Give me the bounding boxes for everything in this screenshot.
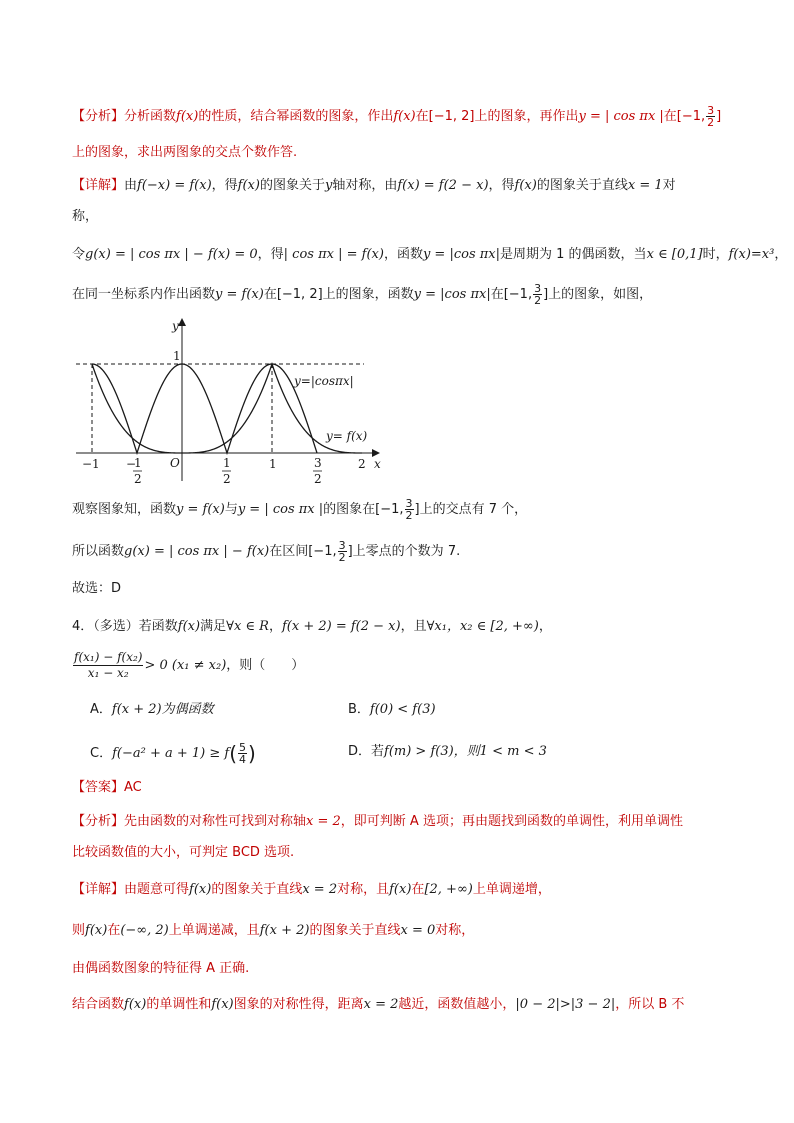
tick-label-half-num: 1 — [223, 456, 231, 470]
question-4-line-2: $\frac{\text{f(x₁) − f(x₂)}}{\text{x₁ − x₂}}$ > 0 (x₁ ≠ x₂)，则（ ） — [74, 650, 305, 680]
option-c[interactable]: C．f(−a² + a + 1) ≥ f( $\frac{5}{4}$ ) — [90, 741, 256, 766]
tick-label-neg-half-num: 1 — [134, 456, 142, 470]
origin-label: O — [170, 456, 180, 470]
tick-label-neg-half-den: 2 — [134, 472, 142, 486]
fraction-three-halves: $\frac{3}{2}$ — [338, 539, 346, 564]
detail2-line-3: 由偶函数图象的特征得 A 正确. — [72, 961, 250, 976]
tick-label-neg1: −1 — [82, 457, 100, 471]
analysis-tag: 【分析】 — [72, 109, 125, 124]
x-axis-label: x — [374, 457, 381, 471]
function-graph — [72, 316, 392, 486]
analysis2-line-2: 比较函数值的大小，可判定 BCD 选项. — [72, 845, 295, 860]
detail-line-4: 在同一坐标系内作出函数y = f(x)在[−1, 2]上的图象，函数y = |cos πx|在[−1, $\frac{3}{2}$ ]上的图象，如图， — [72, 282, 653, 307]
fraction-three-halves: $\frac{3}{2}$ — [534, 282, 542, 307]
cos-curve — [92, 364, 317, 453]
detail-line-5: 观察图象知，函数y = f(x)与y = | cos πx |的图象在[−1, $\frac{3}{2}$ ]上的交点有 7 个， — [72, 497, 528, 522]
label-f-curve: y= f(x) — [326, 429, 368, 443]
option-d[interactable]: D．若f(m) > f(3)，则1 < m < 3 — [348, 744, 547, 759]
difference-quotient: $\frac{\text{f(x₁) − f(x₂)}}{\text{x₁ − x₂}}$ — [74, 650, 143, 680]
analysis-text: 分析函数f(x)的性质，结合幂函数的图象，作出f(x)在[−1, 2]上的图象，再作出y = | cos πx |在[−1, $\frac{3}{2}$ ] — [124, 104, 722, 129]
detail2-tag: 【详解】 — [72, 882, 125, 897]
analysis2-line-1: 【分析】先由函数的对称性可找到对称轴x = 2，即可判断 A 选项；再由题找到函数的单调性，利用单调性 — [72, 814, 683, 829]
answer-tag: 【答案】 — [72, 780, 125, 795]
fraction-five-quarters: $\frac{5}{4}$ — [239, 741, 247, 766]
detail2-line-2: 则f(x)在(−∞, 2)上单调递减，且f(x + 2)的图象关于直线x = 0对称， — [72, 923, 475, 938]
detail2-line-1: 【详解】由题意可得f(x)的图象关于直线x = 2对称，且f(x)在[2, +∞)上单调递增， — [72, 882, 551, 897]
detail-line-1: 【详解】由f(−x) = f(x)，得f(x)的图象关于y轴对称，由f(x) = f(2 − x)，得f(x)的图象关于直线x = 1对 — [72, 178, 676, 193]
detail-tag: 【详解】 — [72, 178, 125, 193]
y-axis-label: y — [172, 319, 179, 333]
label-cos-curve: y=|cosπx| — [294, 374, 354, 388]
detail-line-3: 令g(x) = | cos πx | − f(x) = 0，得| cos πx | = f(x)，函数y = |cos πx|是周期为 1 的偶函数，当x ∈ [0,1]时，f(x)=x³， — [72, 247, 788, 262]
tick-label-half-den: 2 — [223, 472, 231, 486]
answer-choice-line: 故选：D — [72, 581, 122, 596]
option-b[interactable]: B．f(0) < f(3) — [348, 702, 436, 717]
tick-label-y1: 1 — [173, 349, 181, 363]
tick-label-three-halves-den: 2 — [314, 472, 322, 486]
analysis2-tag: 【分析】 — [72, 814, 125, 829]
answer-text: AC — [124, 780, 142, 795]
question-4-line-1: 4．（多选）若函数f(x)满足∀x ∈ R，f(x + 2) = f(2 − x)，且∀x₁，x₂ ∈ [2, +∞)， — [72, 619, 552, 634]
analysis-line-2: 上的图象，求出两图象的交点个数作答. — [72, 145, 298, 160]
analysis-line-1 — [72, 105, 721, 128]
tick-label-2: 2 — [358, 457, 366, 471]
detail2-line-4: 结合函数f(x)的单调性和f(x)图象的对称性得，距离x = 2越近，函数值越小，|0 − 2|>|3 − 2|，所以 B 不 — [72, 997, 685, 1012]
tick-label-1: 1 — [269, 457, 277, 471]
fraction-three-halves: $\frac{3}{2}$ — [405, 497, 413, 522]
detail-line-6: 所以函数g(x) = | cos πx | − f(x)在区间[−1, $\frac{3}{2}$ ]上零点的个数为 7. — [72, 539, 461, 564]
option-a[interactable]: A．f(x + 2)为偶函数 — [90, 702, 214, 717]
detail-line-2: 称， — [72, 209, 99, 224]
answer-line — [72, 778, 142, 798]
fraction-three-halves: $\frac{3}{2}$ — [707, 104, 715, 129]
tick-label-neg-half-sign: − — [126, 457, 137, 471]
tick-label-three-halves-num: 3 — [314, 456, 322, 470]
